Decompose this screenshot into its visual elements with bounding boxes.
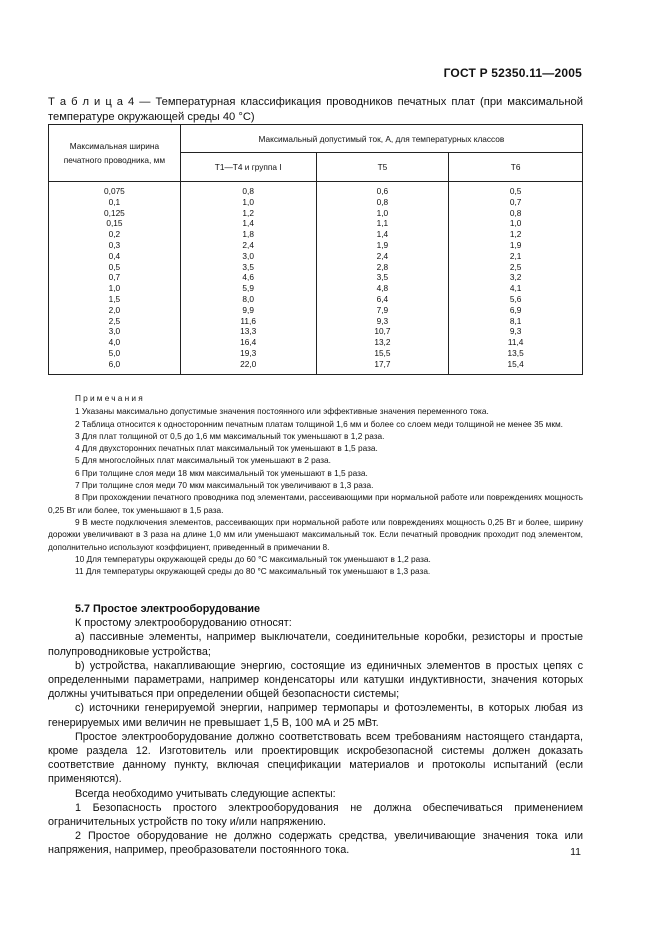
table-cell: 1,0 — [376, 207, 389, 218]
table-cell: 3,0 — [242, 250, 254, 261]
table-cell: 16,4 — [240, 337, 257, 348]
note-item: 6 При толщине слоя меди 18 мкм максимальный ток уменьшают в 1,5 раза. — [75, 467, 368, 478]
table-cell: 5,9 — [242, 283, 254, 294]
note-item: 5 Для многослойных плат максимальный ток уменьшают в 2 раза. — [75, 455, 331, 466]
table-cell: 13,3 — [240, 326, 257, 337]
table-cell: 10,7 — [374, 326, 391, 337]
table-cell: 0,2 — [108, 229, 121, 240]
table-notes — [48, 392, 583, 577]
table-cell: 0,125 — [104, 207, 125, 218]
table-cell: 0,3 — [108, 239, 121, 250]
table-cell: 7,9 — [376, 304, 389, 315]
table-cell: 9,3 — [376, 315, 389, 326]
table-cell: 4,0 — [108, 337, 121, 348]
table-cell: 5,0 — [108, 347, 121, 358]
table-cell: 3,5 — [376, 272, 389, 283]
table-cell: 13,5 — [507, 347, 524, 358]
table-cell: 1,1 — [376, 218, 389, 229]
paragraph: a) пассивные элементы, например выключатели, соединительные коробки, резисторы и простые полупроводниковые устройства; — [48, 631, 583, 658]
table-cell: 1,9 — [509, 239, 522, 250]
table-cell: 0,7 — [509, 196, 522, 207]
table-cell: 8,1 — [509, 315, 522, 326]
table-cell: 11,4 — [507, 337, 524, 348]
notes-title: Примечания — [75, 393, 145, 403]
table-cell: 1,9 — [376, 239, 389, 250]
table-cell: 15,4 — [507, 358, 524, 369]
table-cell: 1,2 — [509, 229, 522, 240]
current-classification-table — [48, 124, 583, 375]
table-cell: 0,6 — [376, 186, 389, 196]
table-cell: 17,7 — [374, 358, 391, 369]
table-cell: 19,3 — [240, 347, 257, 358]
table-cell: 4,8 — [376, 283, 389, 294]
note-item: 11 Для температуры окружающей среды до 80 °C максимальный ток уменьшают в 1,3 раза. — [75, 566, 431, 577]
table-cell: 2,5 — [509, 261, 522, 272]
table-cell: 3,2 — [509, 272, 522, 283]
column-t1-t4-values — [180, 182, 316, 375]
table-cell: 0,5 — [509, 186, 522, 196]
note-item: 3 Для плат толщиной от 0,5 до 1,6 мм максимальный ток уменьшают в 1,2 раза. — [75, 430, 385, 441]
table-cell: 11,6 — [240, 315, 256, 326]
paragraph: 2 Простое оборудование не должно содержать средства, увеличивающие значения тока или напряжения, например, преобразователи постоянного тока. — [48, 830, 583, 857]
table-caption: Т а б л и ц а 4 — Температурная классификация проводников печатных плат (при максимальной температуре окружающей среды 40 °C) — [48, 96, 583, 123]
header-class-t6: Т6 — [449, 153, 583, 182]
column-t6-values — [449, 182, 583, 375]
table-cell: 4,6 — [242, 272, 254, 283]
note-item: 2 Таблица относится к односторонним печатным платам толщиной 1,6 мм и более со слоем меди толщиной не менее 35 мкм. — [75, 418, 563, 429]
note-item: 8 При прохождении печатного проводника под элементами, рассеивающими при нормальной работе или повреждениях мощность 0,25 Вт или более, ток уменьшают в 1,5 раза. — [48, 492, 583, 515]
table-cell: 1,5 — [108, 293, 121, 304]
table-cell: 0,7 — [108, 272, 121, 283]
section-5-7 — [48, 602, 583, 858]
column-width-values — [49, 182, 181, 375]
paragraph: Простое электрооборудование должно соответствовать всем требованиям настоящего стандарта, кроме раздела 12. Изготовитель или проектировщик искробезопасной системы должен доказать соответствие данному пункту, включая спецификации материалов и протоколы испытаний (если применяются). — [48, 730, 583, 786]
note-item: 1 Указаны максимально допустимые значения постоянного или эффективные значения переменного тока. — [75, 406, 489, 417]
column-t5-values — [316, 182, 449, 375]
paragraph: К простому электрооборудованию относят: — [75, 617, 292, 630]
table-cell: 1,0 — [242, 196, 254, 207]
table-cell: 4,1 — [509, 283, 522, 294]
table-cell: 2,1 — [509, 250, 522, 261]
header-max-current: Максимальный допустимый ток, А, для температурных классов — [180, 125, 582, 153]
table-cell: 15,5 — [374, 347, 391, 358]
table-cell: 0,5 — [108, 261, 121, 272]
table-cell: 2,5 — [108, 315, 121, 326]
table-cell: 1,2 — [242, 207, 254, 218]
table-cell: 5,6 — [509, 293, 522, 304]
table-cell: 6,9 — [509, 304, 522, 315]
note-item: 10 Для температуры окружающей среды до 60 °C максимальный ток уменьшают в 1,2 раза. — [75, 553, 431, 564]
document-code: ГОСТ Р 52350.11—2005 — [443, 66, 582, 80]
table-cell: 1,4 — [242, 218, 254, 229]
table-cell: 0,4 — [108, 250, 121, 261]
note-item: 9 В месте подключения элементов, рассеивающих при нормальной работе или повреждениях мощность 0,25 Вт и более, ширину дорожки увеличивают в 3 раза на длине 1,0 мм или уменьшают максимальный ток. Если печатный проводник проходит под элементом, дополнительно используют коэффициент, приведенный в примечании 8. — [48, 516, 583, 552]
paragraph: Всегда необходимо учитывать следующие аспекты: — [75, 787, 336, 800]
paragraph: b) устройства, накапливающие энергию, состоящие из единичных элементов в простых цепях с определенными параметрами, например конденсаторы или катушки индуктивности, значения которых должны учитываться при определении общей безопасности системы; — [48, 659, 583, 701]
table-cell: 1,0 — [108, 283, 121, 294]
page-number: 11 — [570, 846, 581, 858]
table-cell: 2,8 — [376, 261, 389, 272]
table-cell: 0,8 — [509, 207, 522, 218]
table-cell: 0,075 — [104, 186, 125, 196]
table-cell: 22,0 — [240, 358, 257, 369]
table-cell: 0,15 — [106, 218, 123, 229]
table-cell: 6,4 — [376, 293, 389, 304]
table-cell: 0,8 — [242, 186, 254, 196]
table-cell: 9,3 — [509, 326, 522, 337]
table-cell: 6,0 — [108, 358, 121, 369]
note-item: 7 При толщине слоя меди 70 мкм максимальный ток увеличивают в 1,3 раза. — [75, 480, 374, 491]
table-cell: 1,0 — [509, 218, 522, 229]
table-cell: 3,5 — [242, 261, 254, 272]
table-cell: 2,4 — [242, 239, 254, 250]
table-cell: 8,0 — [242, 293, 254, 304]
header-class-t1-t4: Т1—Т4 и группа I — [180, 153, 316, 182]
paragraph: c) источники генерируемой энергии, например термопары и фотоэлементы, в которых любая из генерируемых ими величин не превышает 1,5 В, 100 мА и 25 мВт. — [48, 702, 583, 729]
table-cell: 2,0 — [108, 304, 121, 315]
note-item: 4 Для двухсторонних печатных плат максимальный ток уменьшают в 1,5 раза. — [75, 443, 378, 454]
table-cell: 3,0 — [108, 326, 121, 337]
table-cell: 13,2 — [374, 337, 391, 348]
table-cell: 1,8 — [242, 229, 254, 240]
table-cell: 0,1 — [108, 196, 121, 207]
paragraph: 1 Безопасность простого электрооборудования не должна обеспечиваться применением ограничительных устройств по току и/или напряжению. — [48, 801, 583, 829]
header-class-t5: Т5 — [316, 153, 449, 182]
section-heading: 5.7 Простое электрооборудование — [75, 603, 261, 615]
header-conductor-width: Максимальная ширина печатного проводника, мм — [49, 125, 181, 182]
table-cell: 1,4 — [376, 229, 389, 240]
table-cell: 2,4 — [376, 250, 389, 261]
table-cell: 9,9 — [242, 304, 254, 315]
table-cell: 0,8 — [376, 196, 389, 207]
